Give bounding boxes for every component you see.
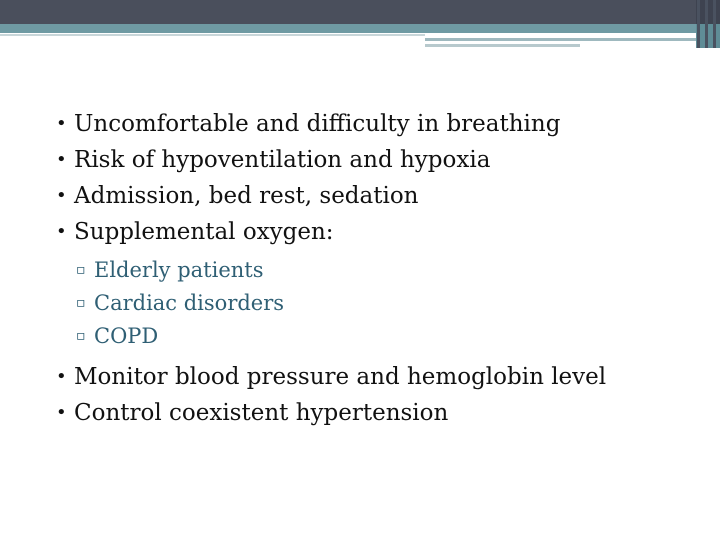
bullet-dot: • (56, 113, 67, 134)
sub-bullet-square: ▫ (76, 328, 86, 344)
bullet-dot: • (56, 221, 67, 242)
sub-bullet-item (76, 287, 696, 320)
sub-bullet-text: Elderly patients (94, 258, 264, 282)
bullet-list-top (56, 106, 696, 250)
sub-bullet-item (76, 254, 696, 287)
bullet-item (56, 142, 696, 178)
slide-body (56, 106, 696, 431)
bullet-text: Risk of hypoventilation and hypoxia (74, 147, 491, 173)
sub-bullet-text: Cardiac disorders (94, 291, 285, 315)
bullet-item (56, 178, 696, 214)
bullet-dot: • (56, 366, 67, 387)
sub-bullet-item (76, 320, 696, 353)
bullet-list-bottom (56, 359, 696, 431)
sub-bullet-square: ▫ (76, 262, 86, 278)
header-vertical-bar-2 (705, 0, 708, 48)
sub-bullet-square: ▫ (76, 295, 86, 311)
sub-bullet-list (56, 250, 696, 359)
bullet-text: Uncomfortable and difficulty in breathing (74, 111, 561, 137)
header-accent-line-left (0, 34, 425, 36)
bullet-dot: • (56, 402, 67, 423)
bullet-item (56, 106, 696, 142)
sub-bullet-text: COPD (94, 324, 159, 348)
header-vertical-bar-3 (713, 0, 716, 48)
header-band-teal (0, 24, 696, 33)
bullet-text: Monitor blood pressure and hemoglobin level (74, 364, 607, 390)
bullet-dot: • (56, 149, 67, 170)
bullet-dot: • (56, 185, 67, 206)
header-band-dark (0, 0, 696, 24)
bullet-item (56, 214, 696, 250)
bullet-text: Admission, bed rest, sedation (74, 183, 419, 209)
bullet-item (56, 395, 696, 431)
bullet-text: Control coexistent hypertension (74, 400, 449, 426)
header-accent-line-long (425, 38, 696, 41)
header-vertical-bar-1 (697, 0, 700, 48)
header-accent-line-short (425, 44, 580, 47)
bullet-text: Supplemental oxygen: (74, 219, 334, 245)
bullet-item (56, 359, 696, 395)
